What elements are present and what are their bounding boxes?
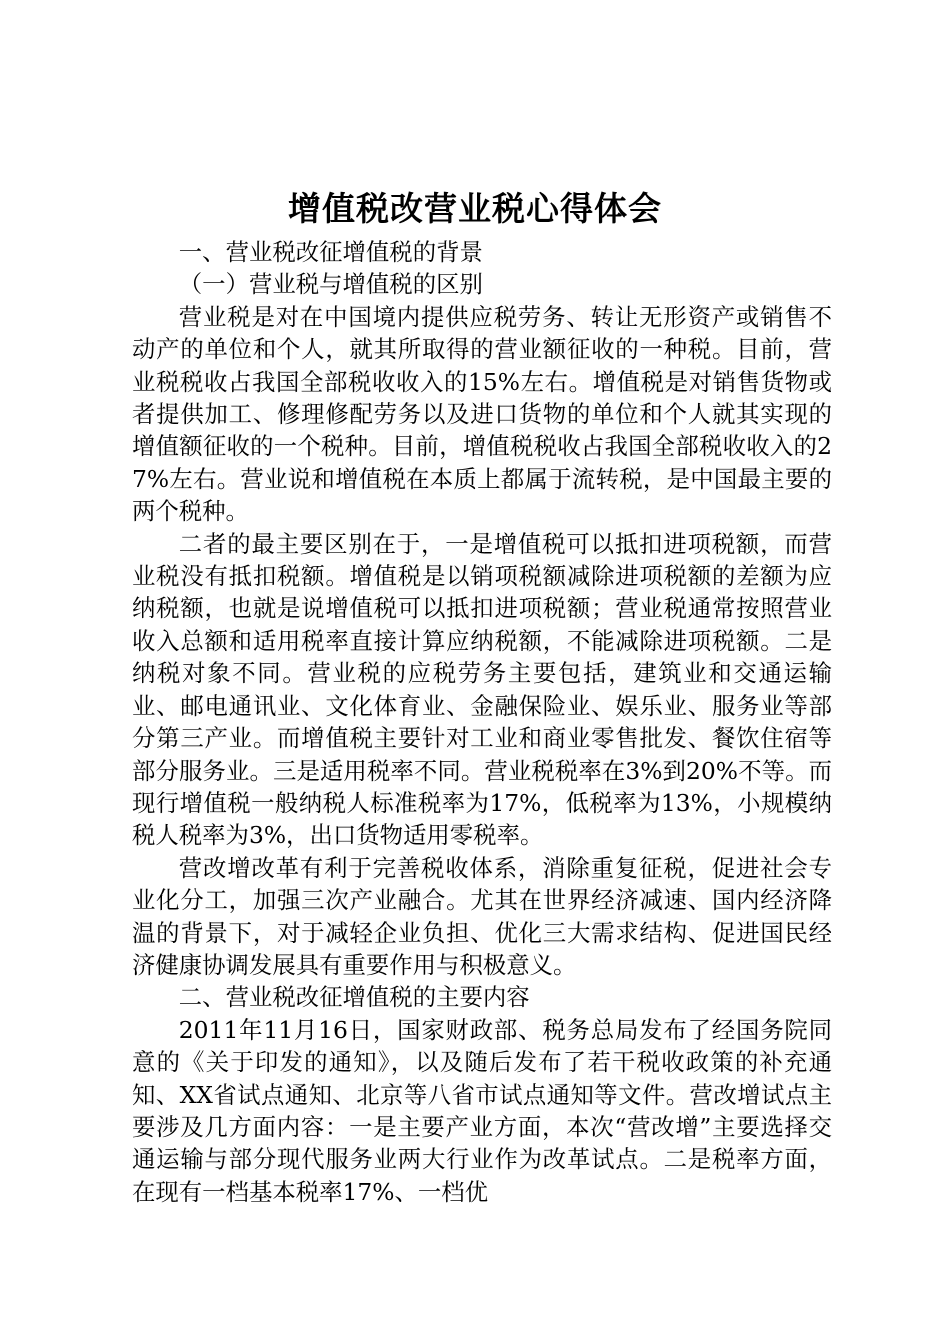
section-heading-2: 二、营业税改征增值税的主要内容: [178, 983, 530, 1012]
subsection-heading-1: （一）营业税与增值税的区别: [178, 270, 483, 299]
body-paragraph: 营业税是对在中国境内提供应税劳务、转让无形资产或销售不动产的单位和个人，就其所取得的营业额征收的一种税。目前，营业税税收占我国全部税收收入的15%左右。增值税是对销售货物或者提供加工、修理修配劳务以及进口货物的单位和个人就其实现的增值额征收的一个税种。目前，增值税税收占我国全部税收收入的27%左右。营业说和增值税在本质上都属于流转税，是中国最主要的两个税种。: [132, 302, 832, 526]
body-paragraph: 二者的最主要区别在于，一是增值税可以抵扣进项税额，而营业税没有抵扣税额。增值税是以销项税额减除进项税额的差额为应纳税额，也就是说增值税可以抵扣进项税额；营业税通常按照营业收入总额和适用税率直接计算应纳税额，不能减除进项税额。二是纳税对象不同。营业税的应税劳务主要包括，建筑业和交通运输业、邮电通讯业、文化体育业、金融保险业、娱乐业、服务业等部分第三产业。而增值税主要针对工业和商业零售批发、餐饮住宿等部分服务业。三是适用税率不同。营业税税率在3%到20%不等。而现行增值税一般纳税人标准税率为17%，低税率为13%，小规模纳税人税率为3%，出口货物适用零税率。: [132, 529, 832, 850]
document-body: [132, 236, 832, 1208]
document-title: 增值税改营业税心得体会: [288, 189, 662, 228]
body-paragraph: 2011年11月16日，国家财政部、税务总局发布了经国务院同意的《关于印发的通知》，以及随后发布了若干税收政策的补充通知、XX省试点通知、北京等八省市试点通知等文件。营改增试点主要涉及几方面内容：一是主要产业方面，本次“营改增”主要选择交通运输与部分现代服务业两大行业作为改革试点。二是税率方面，在现有一档基本税率17%、一档优: [132, 1015, 832, 1206]
body-paragraph: 营改增改革有利于完善税收体系，消除重复征税，促进社会专业化分工，加强三次产业融合。尤其在世界经济减速、国内经济降温的背景下，对于减轻企业负担、优化三大需求结构、促进国民经济健康协调发展具有重要作用与积极意义。: [132, 853, 832, 979]
section-heading-1: 一、营业税改征增值税的背景: [178, 238, 483, 266]
